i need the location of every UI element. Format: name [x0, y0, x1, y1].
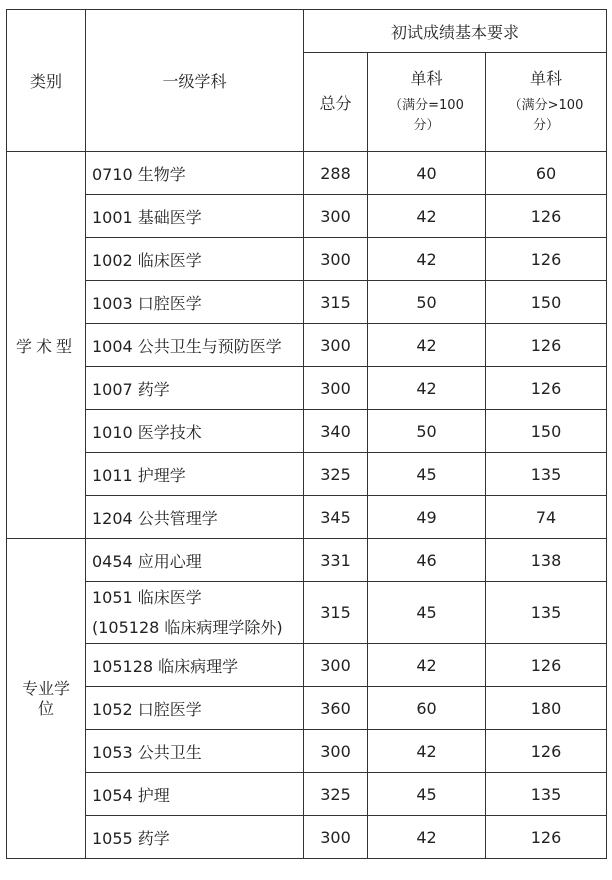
subject-label: 0454 应用心理: [92, 551, 202, 571]
subject-label: 1002 临床医学: [92, 250, 202, 270]
single-100-cell: 42: [368, 324, 486, 367]
total-cell: 300: [304, 644, 368, 687]
single-100-cell: 42: [368, 367, 486, 410]
subject-cell: [86, 453, 304, 496]
subject-cell: [86, 281, 304, 324]
header-total: 总分: [304, 53, 368, 152]
single-100-cell: 50: [368, 281, 486, 324]
subject-cell: [86, 238, 304, 281]
subject-label: 1055 药学: [92, 828, 170, 848]
single-over-100-cell: 150: [486, 281, 607, 324]
single-over-100-cell: 126: [486, 324, 607, 367]
header-discipline: 一级学科: [86, 10, 304, 152]
single-over-100-cell: 135: [486, 453, 607, 496]
subject-label: 1204 公共管理学: [92, 508, 218, 528]
table-row: [7, 687, 607, 730]
table-row: [7, 367, 607, 410]
subject-cell: [86, 367, 304, 410]
single-100-cell: 49: [368, 496, 486, 539]
total-cell: 300: [304, 324, 368, 367]
subject-label: 0710 生物学: [92, 164, 186, 184]
subject-cell: [86, 582, 304, 644]
category-label: 专业学位: [21, 678, 70, 718]
total-cell: 300: [304, 195, 368, 238]
subject-label: 1003 口腔医学: [92, 293, 202, 313]
single-over-100-cell: 138: [486, 539, 607, 582]
subject-label: 1053 公共卫生: [92, 742, 202, 762]
single-over-100-cell: 150: [486, 410, 607, 453]
table-row: [7, 644, 607, 687]
header-requirements: 初试成绩基本要求: [304, 10, 607, 53]
subject-cell: [86, 730, 304, 773]
total-cell: 325: [304, 773, 368, 816]
total-cell: 315: [304, 582, 368, 644]
subject-cell: [86, 410, 304, 453]
table-row: [7, 582, 607, 644]
subject-label: 1001 基础医学: [92, 207, 202, 227]
category-label: 学术型: [15, 336, 76, 356]
table-row: [7, 496, 607, 539]
subject-label: 1054 护理: [92, 785, 170, 805]
single-over-100-cell: 60: [486, 152, 607, 195]
category-cell: [7, 152, 86, 539]
total-cell: 300: [304, 730, 368, 773]
subject-cell: [86, 539, 304, 582]
header-row-1: [7, 10, 607, 53]
subject-cell: [86, 324, 304, 367]
single-over-100-cell: 135: [486, 582, 607, 644]
single-100-cell: 42: [368, 730, 486, 773]
table-row: [7, 816, 607, 859]
total-cell: 340: [304, 410, 368, 453]
single-100-cell: 45: [368, 582, 486, 644]
total-cell: 300: [304, 816, 368, 859]
subject-cell: [86, 773, 304, 816]
subject-cell: [86, 644, 304, 687]
total-cell: 345: [304, 496, 368, 539]
subject-label: 1052 口腔医学: [92, 699, 202, 719]
table-row: [7, 152, 607, 195]
subject-label: 1010 医学技术: [92, 422, 202, 442]
total-cell: 331: [304, 539, 368, 582]
single-100-cell: 42: [368, 238, 486, 281]
single-100-cell: 60: [368, 687, 486, 730]
table-row: [7, 324, 607, 367]
table-row: [7, 238, 607, 281]
single-100-cell: 50: [368, 410, 486, 453]
single-over-100-cell: 126: [486, 238, 607, 281]
subject-label: 105128 临床病理学: [92, 656, 239, 676]
subject-label: 1007 药学: [92, 379, 170, 399]
single-over-100-cell: 126: [486, 730, 607, 773]
total-cell: 360: [304, 687, 368, 730]
total-cell: 288: [304, 152, 368, 195]
subject-cell: [86, 816, 304, 859]
single-100-cell: 45: [368, 773, 486, 816]
subject-cell: [86, 687, 304, 730]
total-cell: 325: [304, 453, 368, 496]
header-single-100: [368, 53, 486, 152]
category-cell: [7, 539, 86, 859]
single-100-cell: 42: [368, 816, 486, 859]
table-row: [7, 773, 607, 816]
total-cell: 300: [304, 367, 368, 410]
header-category: 类别: [7, 10, 86, 152]
subject-label: 1051 临床医学: [92, 587, 202, 607]
single-100-cell: 46: [368, 539, 486, 582]
table-row: [7, 281, 607, 324]
header-single-100-note: （满分=100分）: [389, 98, 464, 133]
subject-note: (105128 临床病理学除外): [92, 617, 283, 637]
single-100-cell: 42: [368, 644, 486, 687]
table-body: [7, 152, 607, 859]
single-over-100-cell: 126: [486, 367, 607, 410]
single-over-100-cell: 180: [486, 687, 607, 730]
single-100-cell: 40: [368, 152, 486, 195]
table-row: [7, 539, 607, 582]
single-over-100-cell: 126: [486, 644, 607, 687]
single-over-100-cell: 126: [486, 816, 607, 859]
single-over-100-cell: 135: [486, 773, 607, 816]
header-single-over-100: [486, 53, 607, 152]
single-100-cell: 45: [368, 453, 486, 496]
score-requirements-table: [6, 9, 607, 859]
header-single-over-100-label: 单科: [530, 69, 563, 88]
subject-cell: [86, 152, 304, 195]
subject-label: 1004 公共卫生与预防医学: [92, 336, 282, 356]
table-row: [7, 453, 607, 496]
single-over-100-cell: 74: [486, 496, 607, 539]
total-cell: 315: [304, 281, 368, 324]
subject-cell: [86, 496, 304, 539]
header-single-100-label: 单科: [410, 69, 443, 88]
table-row: [7, 730, 607, 773]
subject-cell: [86, 195, 304, 238]
table-row: [7, 410, 607, 453]
total-cell: 300: [304, 238, 368, 281]
table-row: [7, 195, 607, 238]
single-100-cell: 42: [368, 195, 486, 238]
header-single-over-100-note: （满分>100分）: [508, 98, 584, 133]
single-over-100-cell: 126: [486, 195, 607, 238]
subject-label: 1011 护理学: [92, 465, 186, 485]
